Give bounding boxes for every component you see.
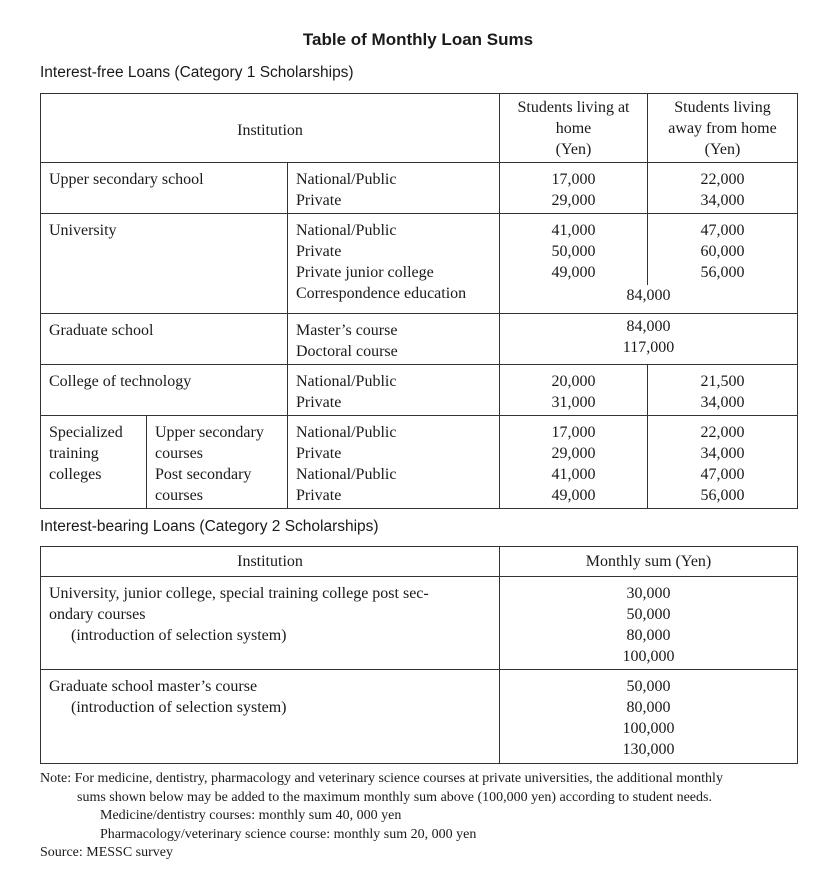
header-away: Students living away from home (Yen) [648,94,798,163]
table-row [41,163,798,214]
away-values: 22,000 34,000 47,000 56,000 [648,415,798,508]
table-row [41,313,798,364]
note-line: Medicine/dentistry courses: monthly sum 40, 000 yen [100,808,402,823]
note-line: Pharmacology/veterinary science course: monthly sum 20, 000 yen [100,826,477,842]
home-values: 17,000 29,000 41,000 49,000 [500,415,648,508]
table-row [41,214,798,286]
header-home: Students living at home (Yen) [500,94,648,163]
away-values: 22,000 34,000 [648,163,798,214]
monthly-values: 30,000 50,000 80,000 100,000 [500,577,798,670]
graduate-values: 84,000 117,000 [500,313,798,364]
monthly-values: 50,000 80,000 100,000 130,000 [500,670,798,764]
table-header-row [41,94,798,163]
institution-name: Upper secondary school [41,163,288,214]
source-line: Source: MESSC survey [40,845,173,860]
institution-name: College of technology [41,364,288,415]
header-monthly-sum: Monthly sum (Yen) [500,547,798,577]
header-institution: Institution [41,94,500,163]
table-row [41,364,798,415]
institution-types: Master’s course Doctoral course [288,313,500,364]
footnote [40,770,820,863]
note-line: sums shown below may be added to the maximum monthly sum above (100,000 yen) according to student needs. [77,789,712,805]
institution-types: National/Public Private [288,364,500,415]
section2-heading: Interest-bearing Loans (Category 2 Scholarships) [40,518,379,535]
page-title: Table of Monthly Loan Sums [302,30,534,49]
specialized-subtypes: Upper secondary courses Post secondary courses [147,415,288,508]
section1-heading: Interest-free Loans (Category 1 Scholarships) [40,64,354,81]
note-line: Note: For medicine, dentistry, pharmacology and veterinary science courses at private universities, the additional monthly [40,771,723,786]
table-row [41,670,798,764]
table-row [41,577,798,670]
table-header-row [41,547,798,577]
institution-types: National/Public Private National/Public Private [288,415,500,508]
table-row [41,415,798,508]
institution-name: Graduate school [41,313,288,364]
institution-types: National/Public Private Private junior college Correspondence education [288,214,500,314]
correspondence-value: 84,000 [500,285,798,313]
institution-description: University, junior college, special training college post sec- ondary courses (introduction of selection system) [41,577,500,670]
home-values: 41,000 50,000 49,000 [500,214,648,286]
institution-description: Graduate school master’s course (introduction of selection system) [41,670,500,764]
away-values: 47,000 60,000 56,000 [648,214,798,286]
interest-free-loans-table [40,93,798,509]
institution-name: University [41,214,288,314]
interest-bearing-loans-table [40,546,798,764]
specialized-name: Specialized training colleges [41,415,147,508]
away-values: 21,500 34,000 [648,364,798,415]
header-institution: Institution [41,547,500,577]
home-values: 17,000 29,000 [500,163,648,214]
home-values: 20,000 31,000 [500,364,648,415]
institution-types: National/Public Private [288,163,500,214]
